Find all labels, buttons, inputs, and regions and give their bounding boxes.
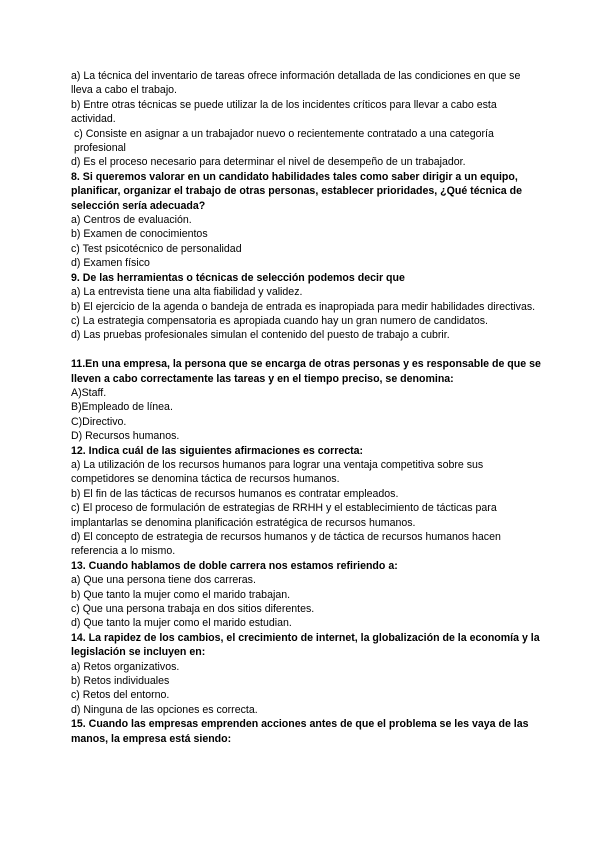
q13-option-b: b) Que tanto la mujer como el marido trabajan. [71, 588, 291, 601]
option-d: d) Es el proceso necesario para determinar el nivel de desempeño de un trabajador. [71, 156, 466, 169]
q13-option-d: d) Que tanto la mujer como el marido estudian. [71, 617, 292, 630]
option-c: c) Consiste en asignar a un trabajador nuevo o recientemente contratado a una categoría profesional [74, 127, 494, 155]
q11-option-a: A)Staff. [71, 386, 107, 399]
q11-option-c: C)Directivo. [71, 415, 127, 428]
q8-option-b: b) Examen de conocimientos [71, 228, 208, 241]
q12-option-b: b) El fin de las tácticas de recursos humanos es contratar empleados. [71, 487, 399, 500]
q13-option-a: a) Que una persona tiene dos carreras. [71, 574, 256, 587]
question-11: 11.En una empresa, la persona que se encarga de otras personas y es responsable de que se lleven a cabo correctamente las tareas y en el tiempo preciso, se denomina: [71, 358, 541, 385]
question-9: 9. De las herramientas o técnicas de selección podemos decir que [71, 271, 405, 284]
document-content [71, 69, 541, 746]
q8-option-c: c) Test psicotécnico de personalidad [71, 242, 242, 255]
question-12: 12. Indica cuál de las siguientes afirmaciones es correcta: [71, 444, 364, 457]
q11-option-d: D) Recursos humanos. [71, 430, 180, 443]
q8-option-a: a) Centros de evaluación. [71, 214, 192, 227]
q9-option-c: c) La estrategia compensatoria es apropiada cuando hay un gran numero de candidatos. [71, 314, 488, 327]
q13-option-c: c) Que una persona trabaja en dos sitios diferentes. [71, 603, 315, 616]
q14-option-c: c) Retos del entorno. [71, 689, 170, 702]
question-14: 14. La rapidez de los cambios, el crecimiento de internet, la globalización de la economía y la legislación se incluyen en: [71, 631, 540, 659]
q12-option-c: c) El proceso de formulación de estrategias de RRHH y el establecimiento de tácticas para implantarlas se denomina planificación estratégica de recursos humanos. [71, 502, 497, 529]
q12-option-a: a) La utilización de los recursos humanos para lograr una ventaja competitiva sobre sus competidores se denomina táctica de recursos humanos. [71, 458, 484, 486]
q14-option-d: d) Ninguna de las opciones es correcta. [71, 703, 258, 716]
q9-option-a: a) La entrevista tiene una alta fiabilidad y validez. [71, 286, 303, 299]
q9-option-b: b) El ejercicio de la agenda o bandeja de entrada es inapropiada para medir habilidades directivas. [71, 300, 536, 313]
q8-option-d: d) Examen físico [71, 257, 150, 270]
q11-option-b: B)Empleado de línea. [71, 401, 173, 414]
q9-option-d: d) Las pruebas profesionales simulan el contenido del puesto de trabajo a cubrir. [71, 329, 450, 342]
question-8: 8. Si queremos valorar en un candidato habilidades tales como saber dirigir a un equipo, planificar, organizar el trabajo de otras personas, establecer prioridades, ¿Qué técnica de selección sería adecuada? [71, 170, 522, 212]
q14-option-b: b) Retos individuales [71, 675, 170, 688]
paragraph-gap [71, 343, 541, 357]
q14-option-a: a) Retos organizativos. [71, 660, 180, 673]
option-a: a) La técnica del inventario de tareas ofrece información detallada de las condiciones en que se lleva a cabo el trabajo. [71, 70, 521, 97]
option-b: b) Entre otras técnicas se puede utilizar la de los incidentes críticos para llevar a cabo esta actividad. [71, 98, 497, 126]
question-13: 13. Cuando hablamos de doble carrera nos estamos refiriendo a: [71, 559, 398, 572]
question-15: 15. Cuando las empresas emprenden acciones antes de que el problema se les vaya de las manos, la empresa está siendo: [71, 718, 529, 745]
q12-option-d: d) El concepto de estrategia de recursos humanos y de táctica de recursos humanos hacen referencia a lo mismo. [71, 530, 501, 558]
